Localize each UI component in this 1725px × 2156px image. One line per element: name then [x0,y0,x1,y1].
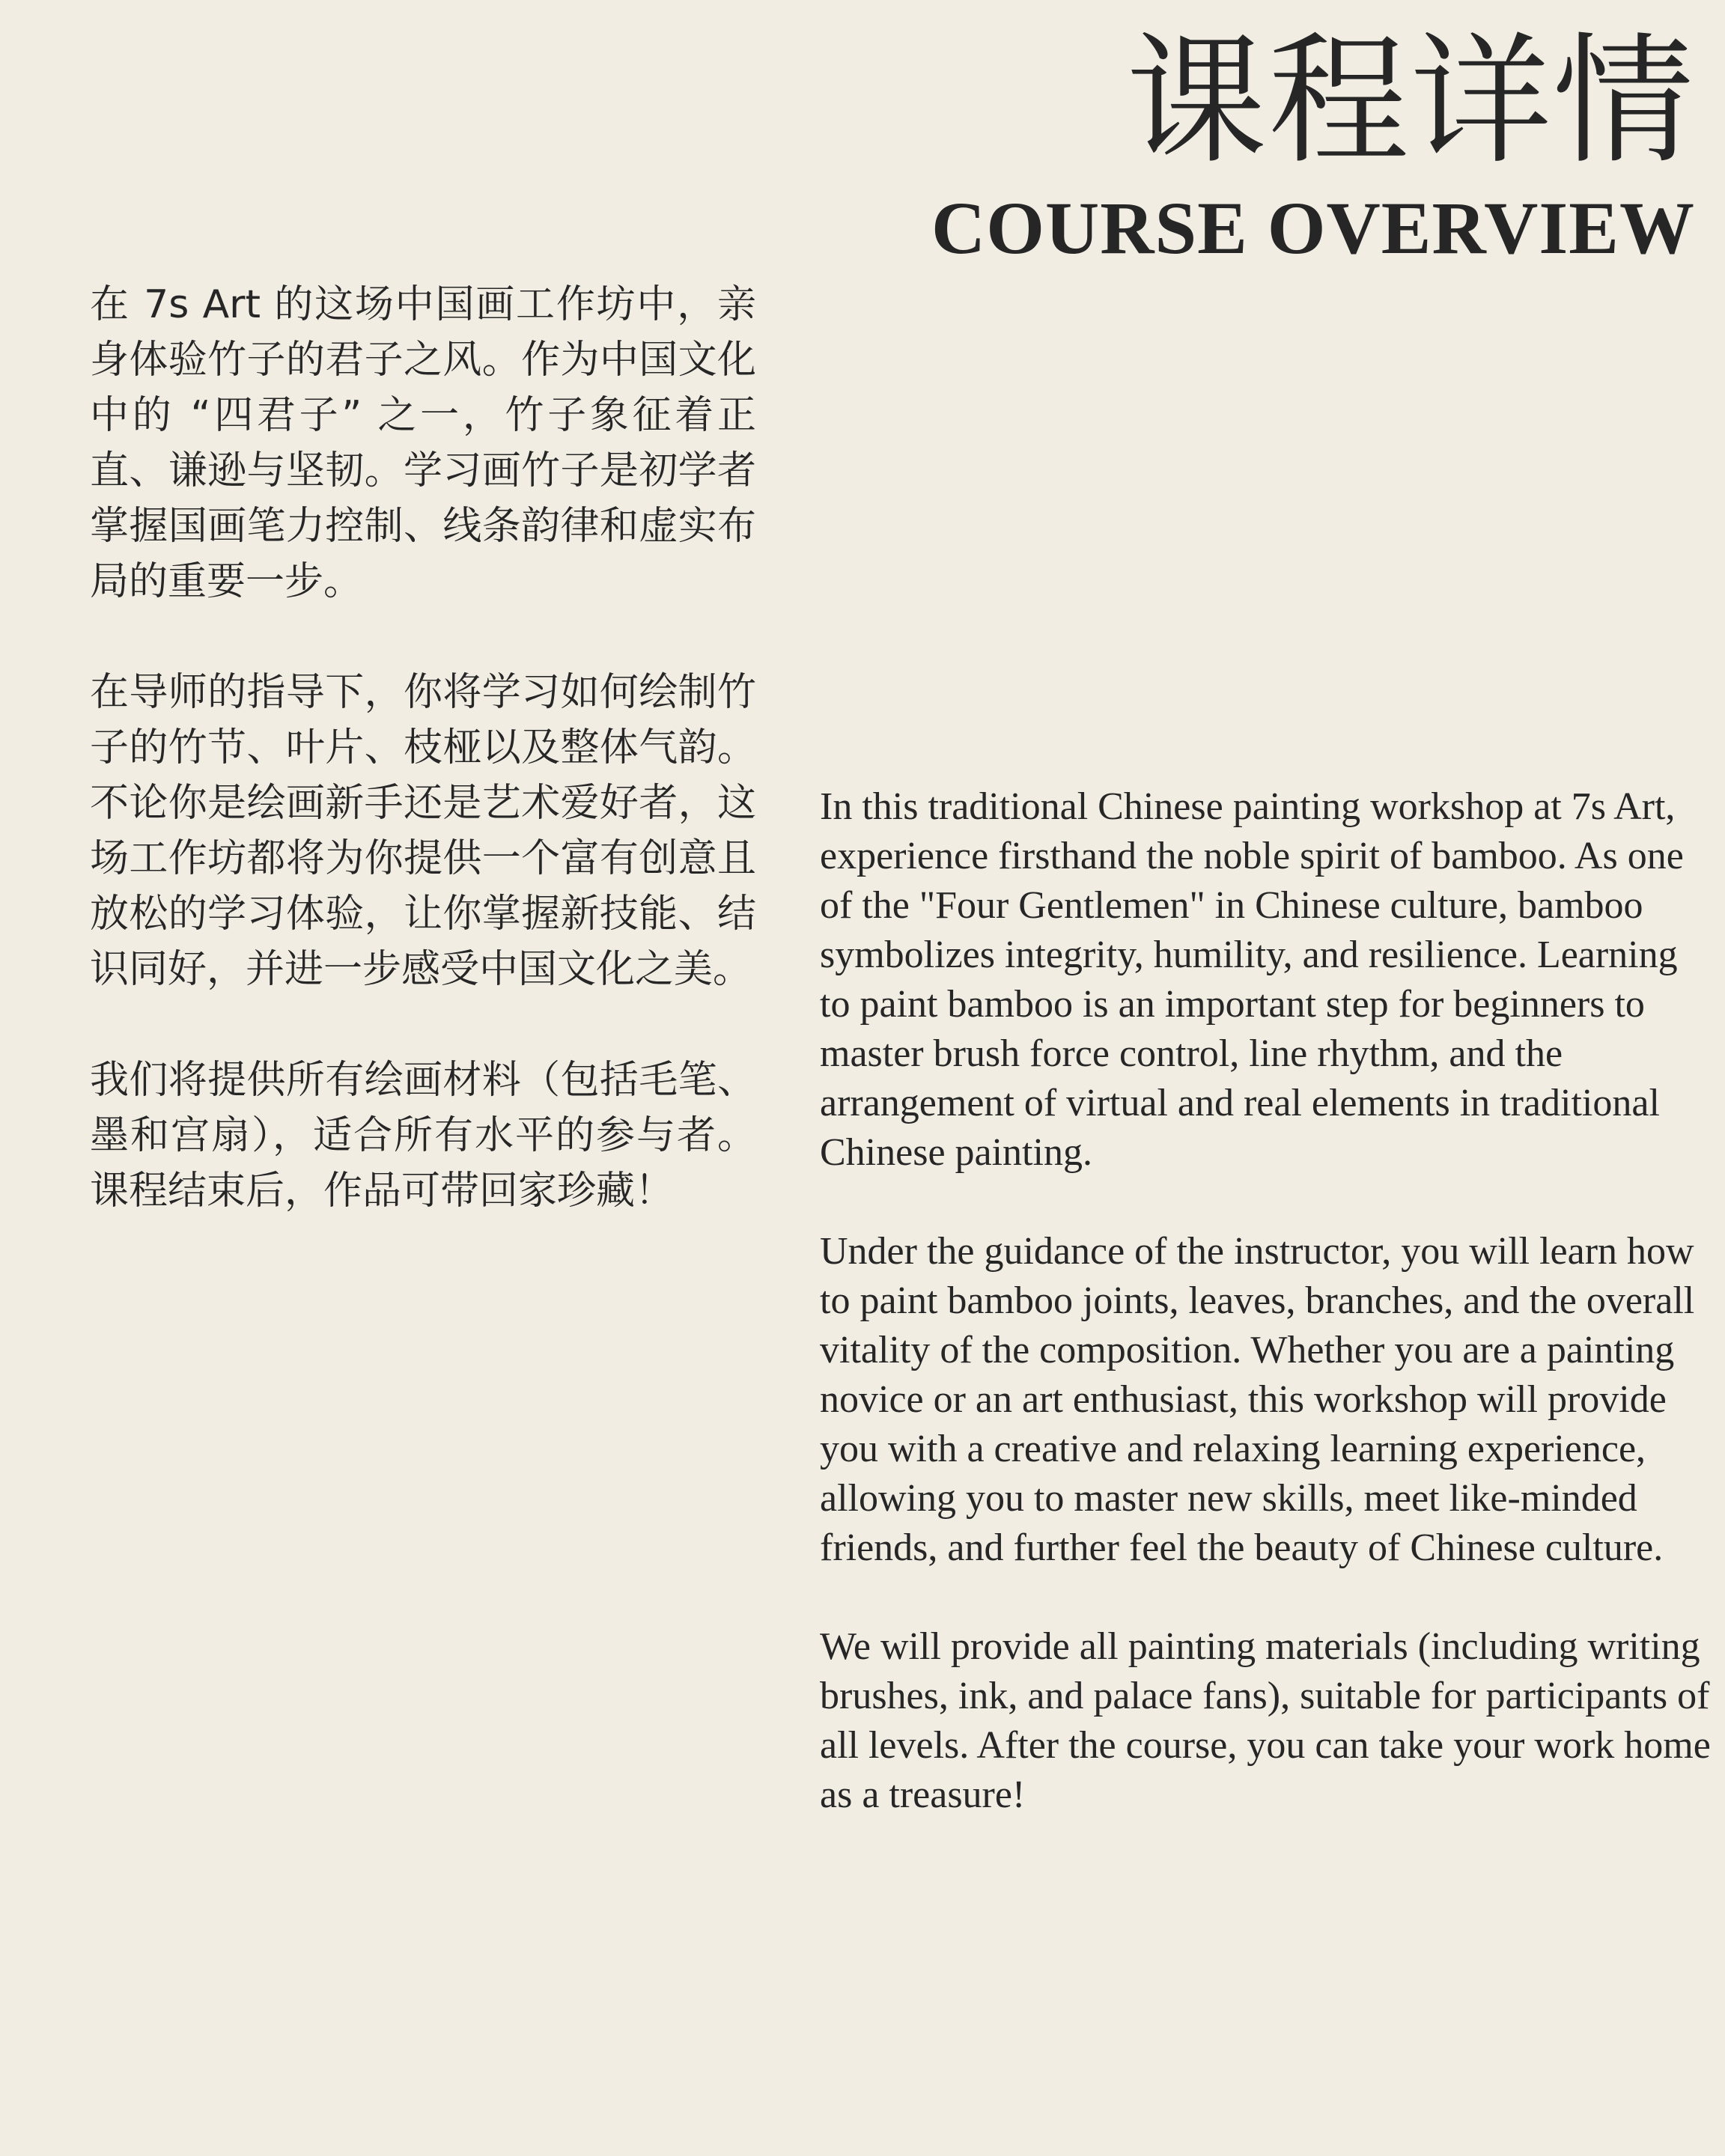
chinese-paragraph-materials: 我们将提供所有绘画材料（包括毛笔、墨和宫扇），适合所有水平的参与者。课程结束后，作品可带回家珍藏！ [90,1058,756,1213]
chinese-paragraph-intro: 在 7s Art 的这场中国画工作坊中，亲身体验竹子的君子之风。作为中国文化中的 “四君子” 之一，竹子象征着正直、谦逊与坚韧。学习画竹子是初学者掌握国画笔力控制、线条韵律和虚实布局的重要一步。 [90,282,756,604]
english-paragraph-materials: We will provide all painting materials (including writing brushes, ink, and palace fans), suitable for participants of all levels. After the course, you can take your work home as a treasure! [820,1625,1711,1816]
english-paragraph-guidance: Under the guidance of the instructor, you will learn how to paint bamboo joints, leaves, branches, and the overall vitality of the composition. Whether you are a painting novice or an art enthusiast, this workshop will provide you with a creative and relaxing learning experience, allowing you to master new skills, meet like-minded friends, and further feel the beauty of Chinese culture. [820,1230,1695,1569]
english-description-column [820,782,1715,1869]
page-title-english: COURSE OVERVIEW [931,186,1695,270]
page-header [931,19,1695,270]
page-title-chinese: 课程详情 [1126,19,1695,183]
chinese-description-column [90,277,756,1274]
chinese-paragraph-guidance: 在导师的指导下，你将学习如何绘制竹子的竹节、叶片、枝桠以及整体气韵。不论你是绘画新手还是艺术爱好者，这场工作坊都将为你提供一个富有创意且放松的学习体验，让你掌握新技能、结识同好，并进一步感受中国文化之美。 [90,670,756,992]
english-paragraph-intro: In this traditional Chinese painting workshop at 7s Art, experience firsthand the noble spirit of bamboo. As one of the "Four Gentlemen" in Chinese culture, bamboo symbolizes integrity, humility, and resilience. Learning to paint bamboo is an important step for beginners to master brush force control, line rhythm, and the arrangement of virtual and real elements in traditional Chinese painting. [820,785,1684,1174]
